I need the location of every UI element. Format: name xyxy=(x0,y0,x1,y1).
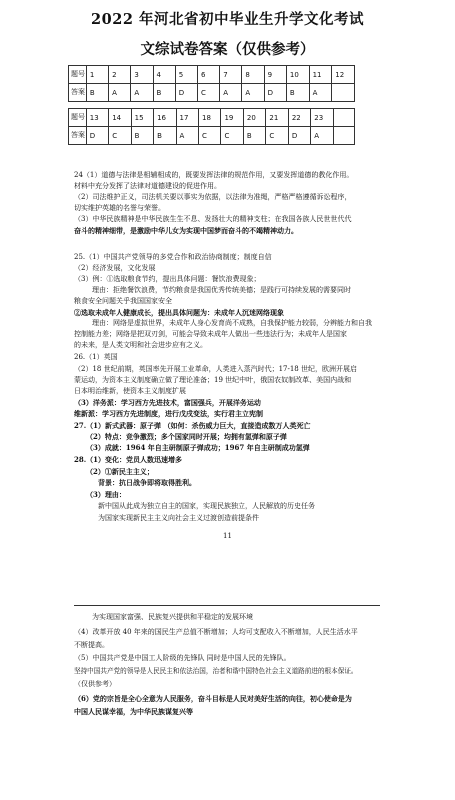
table-cell: D xyxy=(175,84,197,102)
table-cell: A xyxy=(176,127,198,145)
answer-line: （3）成就：1964 年自主研制原子弹成功；1967 年自主研制成功氢弹 xyxy=(86,443,310,452)
table-cell: A xyxy=(311,127,333,145)
document-subtitle: 文综试卷答案（仅供参考） xyxy=(140,41,315,58)
row-header: 答案 xyxy=(69,127,87,145)
table-cell: A xyxy=(131,84,153,102)
document-title: 2022 年河北省初中毕业生升学文化考试 xyxy=(91,11,364,28)
answer-line: （3）洋务派：学习西方先进技术，富国强兵，开展洋务运动 xyxy=(74,398,261,407)
answer-line: 27.（1）新式武器：原子弹 （如何：杀伤威力巨大，直接造成数万人类死亡 xyxy=(74,421,311,430)
table-cell: 1 xyxy=(86,66,108,84)
table-cell: 15 xyxy=(131,109,153,127)
answer-table-part2 xyxy=(68,108,355,145)
answer-line: 的未来，是人类文明和社会进步应有之义。 xyxy=(74,341,207,349)
table-cell: A xyxy=(220,84,242,102)
table-cell: 13 xyxy=(86,109,108,127)
answer-table-part1 xyxy=(68,65,355,102)
answer-line: ②选取未成年人健康成长，提出具体问题为：未成年人沉迷网络现象 xyxy=(74,308,284,317)
table-cell: B xyxy=(131,127,153,145)
answer-line: （2）18 世纪前期，英国率先开展工业革命，人类进入蒸汽时代；17-18 世纪，欧洲开展启 xyxy=(74,365,357,373)
table-cell: D xyxy=(264,84,286,102)
table-cell: B xyxy=(153,84,175,102)
answer-line: （5）中国共产党是中国工人阶级的先锋队 同时是中国人民的先锋队。 xyxy=(74,654,291,662)
answer-line: （3）例：①选取粮食节约，提出具体问题：餐饮浪费现象； xyxy=(74,275,261,283)
table-cell: 20 xyxy=(243,109,265,127)
answer-line: 蒙运动，为资本主义制度确立做了理论准备；19 世纪中叶，俄国农奴制改革、美国内战和 xyxy=(74,376,352,384)
table-cell: A xyxy=(309,84,332,102)
answer-line: 中国人民谋幸福，为中华民族谋复兴等 xyxy=(74,707,193,716)
answer-line: 材料中充分发挥了法律对道德建设的促进作用。 xyxy=(74,182,221,190)
table-cell: A xyxy=(109,84,131,102)
table-cell: 19 xyxy=(221,109,243,127)
answer-line: 24（1）道德与法律是相辅相成的，既要发挥法律的规范作用，又要发挥道德的教化作用。 xyxy=(74,171,354,179)
answer-line: 理由：拒绝餐饮浪费，节约粮食是我国优秀传统美德；是践行可持续发展的需要同时 xyxy=(92,286,351,294)
table-row xyxy=(69,109,355,127)
table-cell: 12 xyxy=(332,66,355,84)
answer-line: （2）经济发展，文化发展 xyxy=(74,264,156,272)
table-row xyxy=(69,66,355,84)
answer-line: 25.（1）中国共产党领导的多党合作和政治协商制度；制度自信 xyxy=(74,253,272,261)
table-cell: 4 xyxy=(153,66,175,84)
answer-line: 背景：抗日战争即将取得胜利。 xyxy=(98,478,196,487)
table-cell: 21 xyxy=(266,109,288,127)
table-cell: C xyxy=(109,127,131,145)
answer-line: 奋斗的精神细带，是激励中华儿女为实现中国梦而奋斗的不竭精神动力。 xyxy=(74,226,298,235)
table-cell: 7 xyxy=(220,66,242,84)
table-cell: D xyxy=(288,127,310,145)
answer-line: 28.（1）变化：党员人数迅速增多 xyxy=(74,455,183,464)
table-cell: 3 xyxy=(131,66,153,84)
answer-line: （2）司法维护正义，司法机关要以事实为依据，以法律为准绳，严格严格遵循诉讼程序， xyxy=(74,193,352,201)
row-header: 题号 xyxy=(69,66,87,84)
table-cell: 18 xyxy=(199,109,221,127)
answer-line: 切实维护英雄的名誉与荣誉。 xyxy=(74,204,165,212)
row-header: 答案 xyxy=(69,84,87,102)
answer-line: （3）中华民族精神是中华民族生生不息、发扬壮大的精神支柱；在我国各族人民世世代代 xyxy=(74,215,352,223)
table-cell: C xyxy=(199,127,221,145)
answer-line: 26.（1）英国 xyxy=(74,353,118,361)
answer-line: （仅供参考） xyxy=(74,680,116,688)
table-cell: 8 xyxy=(242,66,264,84)
table-cell: 10 xyxy=(286,66,309,84)
answer-line: 粮食安全问题关乎我国国家安全 xyxy=(74,297,172,305)
table-cell: 2 xyxy=(109,66,131,84)
answer-line: 新中国从此成为独立自主的国家，实现民族独立，人民解放的历史任务 xyxy=(98,502,315,510)
table-cell: 9 xyxy=(264,66,286,84)
answer-line: 为实现国家富强、民族复兴提供和平稳定的发展环境 xyxy=(92,613,253,621)
table-cell: C xyxy=(198,84,220,102)
table-cell: B xyxy=(286,84,309,102)
table-cell: B xyxy=(86,84,108,102)
table-cell: 5 xyxy=(175,66,197,84)
table-row xyxy=(69,84,355,102)
table-cell: 22 xyxy=(288,109,310,127)
table-cell: C xyxy=(266,127,288,145)
answer-line: （4）改革开放 40 年来的国民生产总值不断增加；人均可支配收入不断增加，人民生活水平 xyxy=(74,628,358,636)
table-cell: 11 xyxy=(309,66,332,84)
table-cell xyxy=(332,84,355,102)
answer-line: 维新派：学习西方先进制度，进行戊戌变法，实行君主立宪制 xyxy=(74,409,263,418)
page-number: 11 xyxy=(223,532,232,540)
answer-line: 理由：网络是虚拟世界，未成年人身心发育尚不成熟，自我保护能力较弱，分辨能力和自我 xyxy=(92,319,372,327)
table-cell: 23 xyxy=(311,109,333,127)
table-cell xyxy=(333,127,354,145)
answer-line: （2）①新民主主义； xyxy=(86,467,154,476)
table-cell: C xyxy=(221,127,243,145)
answer-line: 坚持中国共产党的领导是人民民主和依法治国，治者和谐中国特色社会主义道路前进的根本保证。 xyxy=(74,667,358,675)
table-cell: 14 xyxy=(109,109,131,127)
table-cell: B xyxy=(154,127,176,145)
answer-line: 为国家实现新民主主义向社会主义过渡创造前提条件 xyxy=(98,514,259,522)
table-cell: 16 xyxy=(154,109,176,127)
table-cell: A xyxy=(242,84,264,102)
answer-line: （6）党的宗旨是全心全意为人民服务，奋斗目标是人民对美好生活的向往，初心使命是为 xyxy=(74,694,352,703)
divider xyxy=(74,605,380,606)
table-row xyxy=(69,127,355,145)
table-cell xyxy=(333,109,354,127)
answer-line: 日本明治维新，使资本主义制度扩展 xyxy=(74,387,186,395)
answer-line: 控制能力差；网络是把双刃剑，可能会导致未成年人做出一些违法行为；未成年人是国家 xyxy=(74,330,347,338)
answer-line: 不断提高。 xyxy=(74,641,109,649)
row-header: 题号 xyxy=(69,109,87,127)
table-cell: B xyxy=(243,127,265,145)
answer-line: （3）理由： xyxy=(86,490,126,499)
table-cell: 17 xyxy=(176,109,198,127)
table-cell: 6 xyxy=(198,66,220,84)
table-cell: D xyxy=(86,127,108,145)
answer-line: （2）特点：竞争激烈；多个国家同时开展；均拥有氢弹和原子弹 xyxy=(86,432,287,441)
